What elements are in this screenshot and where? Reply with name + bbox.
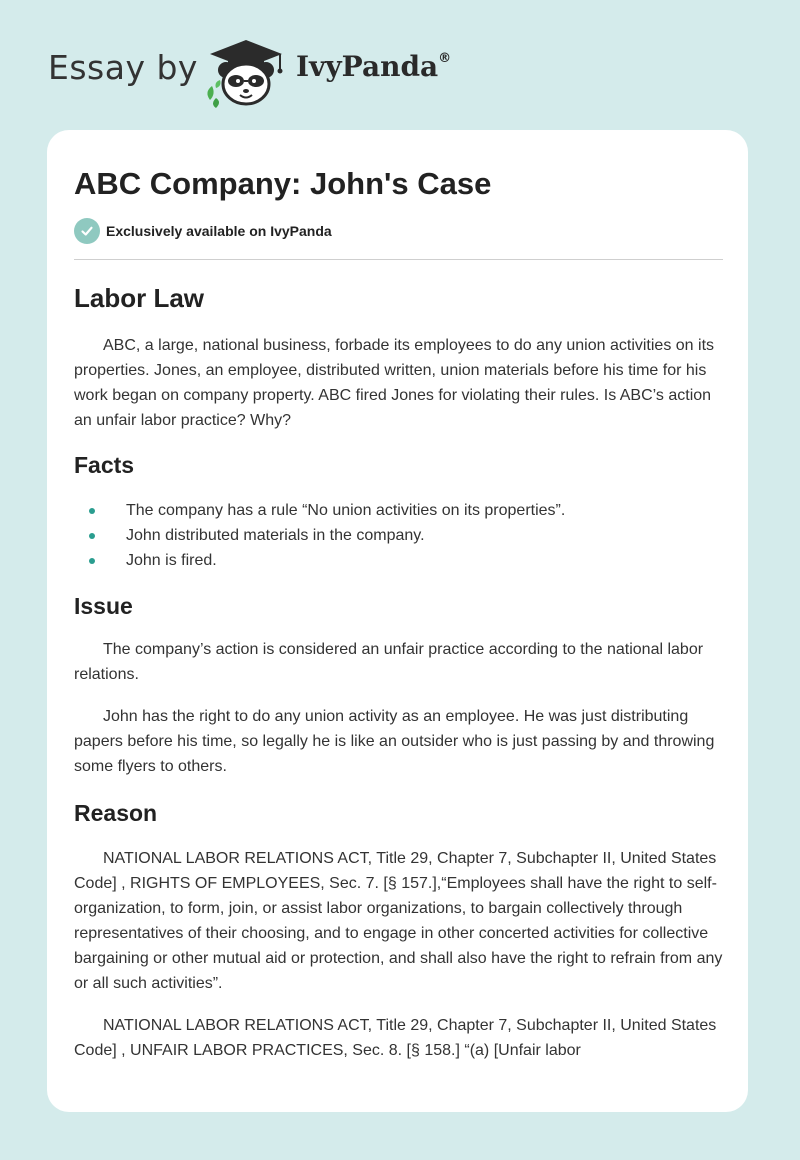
- list-item: The company has a rule “No union activities on its properties”.: [74, 498, 723, 523]
- brand-prefix: Essay by: [48, 48, 198, 87]
- title-divider: [74, 259, 723, 260]
- brand-name: IvyPanda®: [296, 50, 452, 83]
- paragraph: NATIONAL LABOR RELATIONS ACT, Title 29, Chapter 7, Subchapter II, United States Code] , UNFAIR LABOR PRACTICES, Sec. 8. [§ 158.] “(a) [Unfair labor: [74, 1017, 717, 1059]
- check-icon: [74, 218, 100, 244]
- list-item: John is fired.: [74, 548, 723, 573]
- brand-logo[interactable]: [48, 36, 468, 108]
- list-item: John distributed materials in the company.: [74, 523, 723, 548]
- essay-content: [74, 130, 723, 1063]
- paragraph: ABC, a large, national business, forbade its employees to do any union activities on its properties. Jones, an employee, distributed written, union materials before his time for his work began on company property. ABC fired Jones for violating their rules. Is ABC’s action an unfair labor practice? Why?: [74, 337, 715, 429]
- paragraph: The company’s action is considered an unfair practice according to the national labor relations.: [74, 641, 704, 683]
- exclusive-badge: [74, 218, 723, 244]
- panda-mascot-icon: [200, 36, 292, 108]
- page-title: ABC Company: John's Case: [74, 166, 492, 201]
- paragraph: John has the right to do any union activity as an employee. He was just distributing papers before his time, so legally he is like an outsider who is just passing by and throwing some flyers to others.: [74, 708, 715, 775]
- section-heading-issue: Issue: [74, 593, 133, 619]
- section-heading-facts: Facts: [74, 452, 135, 478]
- section-heading-labor-law: Labor Law: [74, 283, 205, 313]
- paragraph: NATIONAL LABOR RELATIONS ACT, Title 29, Chapter 7, Subchapter II, United States Code] , RIGHTS OF EMPLOYEES, Sec. 7. [§ 157.],“Employees shall have the right to self-organization, to form, join, or assist labor organizations, to bargain collectively through representatives of their choosing, and to engage in other concerted activities for collective bargaining or other mutual aid or protection, and shall also have the right to refrain from any or all such activities”.: [74, 850, 723, 992]
- facts-list: [74, 498, 723, 573]
- section-heading-reason: Reason: [74, 800, 158, 826]
- exclusive-badge-label: Exclusively available on IvyPanda: [106, 223, 332, 239]
- essay-card: [47, 130, 748, 1112]
